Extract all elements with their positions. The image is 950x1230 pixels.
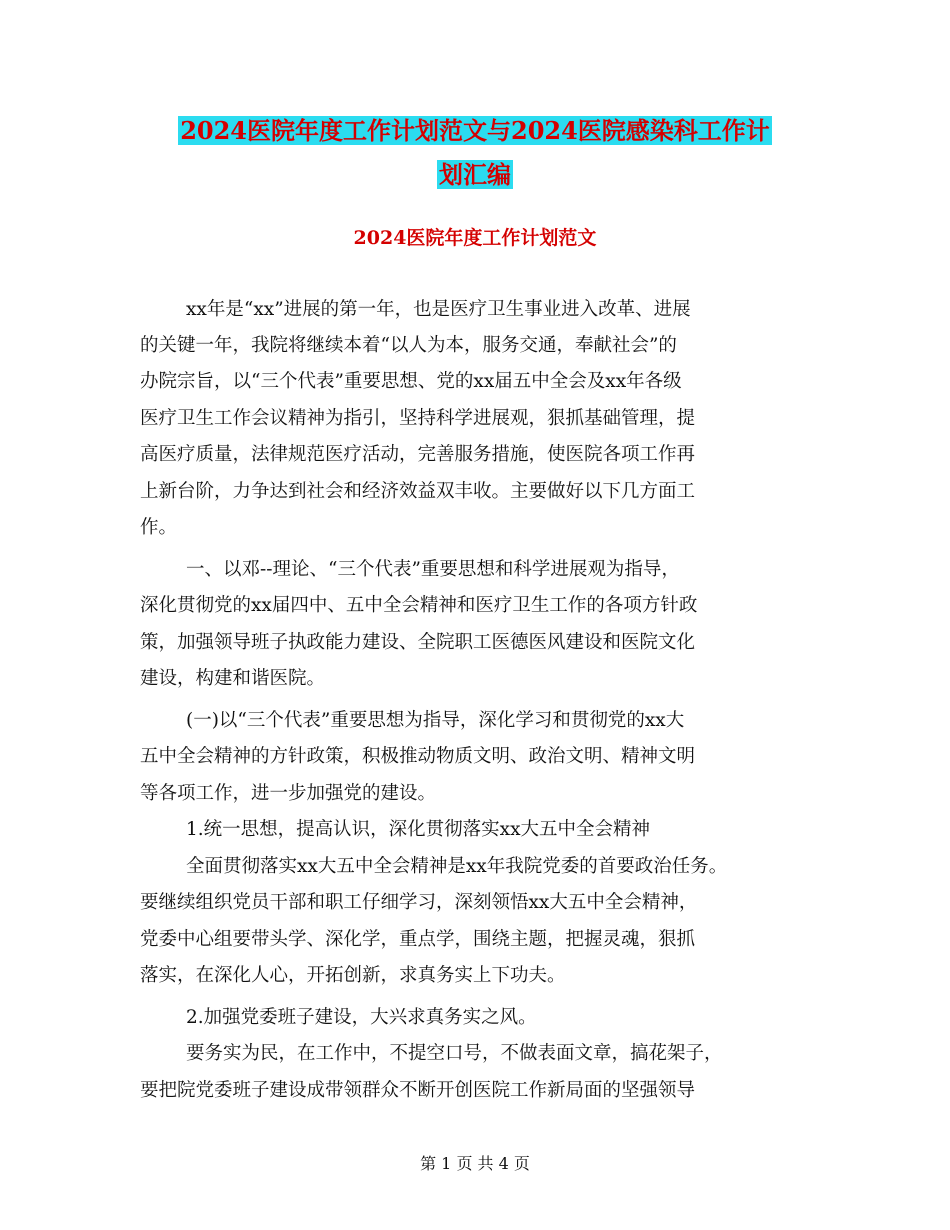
paragraph-line: 等各项工作，进一步加强党的建设。 <box>140 783 437 804</box>
paragraph-line: 办院宗旨，以“三个代表”重要思想、党的xx届五中全会及xx年各级 <box>140 371 682 392</box>
paragraph-line: 五中全会精神的方针政策，积极推动物质文明、政治文明、精神文明 <box>140 746 696 767</box>
paragraph-line: 作。 <box>140 517 178 538</box>
paragraph-line: (一)以“三个代表”重要思想为指导，深化学习和贯彻党的xx大 <box>186 710 685 731</box>
paragraph-line: 要把院党委班子建设成带领群众不断开创医院工作新局面的坚强领导 <box>140 1080 696 1101</box>
document-title-line-1: 2024医院年度工作计划范文与2024医院感染科工作计 <box>180 116 770 145</box>
paragraph-line: 深化贯彻党的xx届四中、五中全会精神和医疗卫生工作的各项方针政 <box>140 595 698 616</box>
paragraph-line: 1.统一思想，提高认识，深化贯彻落实xx大五中全会精神 <box>186 819 651 840</box>
document-title-continued <box>0 151 950 199</box>
document-title <box>0 107 950 155</box>
document-title-line-2: 划汇编 <box>439 160 511 189</box>
paragraph-line: 的关键一年，我院将继续本着“以人为本，服务交通，奉献社会”的 <box>140 335 677 356</box>
paragraph-line: 一、以邓--理论、“三个代表”重要思想和科学进展观为指导， <box>186 559 680 580</box>
paragraph-line: 医疗卫生工作会议精神为指引，坚持科学进展观，狠抓基础管理，提 <box>140 408 696 429</box>
paragraph-line: xx年是“xx”进展的第一年，也是医疗卫生事业进入改革、进展 <box>186 299 691 320</box>
page-number-footer: 第 1 页 共 4 页 <box>420 1154 530 1173</box>
paragraph-line: 策，加强领导班子执政能力建设、全院职工医德医风建设和医院文化 <box>140 632 696 653</box>
paragraph-line: 要务实为民，在工作中，不提空口号，不做表面文章，搞花架子， <box>186 1043 723 1064</box>
paragraph-line: 建设，构建和谐医院。 <box>140 668 326 689</box>
paragraph-line: 党委中心组要带头学、深化学，重点学，围绕主题，把握灵魂，狠抓 <box>140 929 696 950</box>
paragraph-line: 2.加强党委班子建设，大兴求真务实之风。 <box>186 1007 537 1028</box>
paragraph-line: 上新台阶，力争达到社会和经济效益双丰收。主要做好以下几方面工 <box>140 481 696 502</box>
paragraph-line: 要继续组织党员干部和职工仔细学习，深刻领悟xx大五中全会精神， <box>140 892 698 913</box>
paragraph-line: 全面贯彻落实xx大五中全会精神是xx年我院党委的首要政治任务。 <box>186 856 728 877</box>
section-title: 2024医院年度工作计划范文 <box>353 227 597 249</box>
paragraph-line: 落实，在深化人心，开拓创新，求真务实上下功夫。 <box>140 965 566 986</box>
paragraph-line: 高医疗质量，法律规范医疗活动，完善服务措施，使医院各项工作再 <box>140 444 696 465</box>
